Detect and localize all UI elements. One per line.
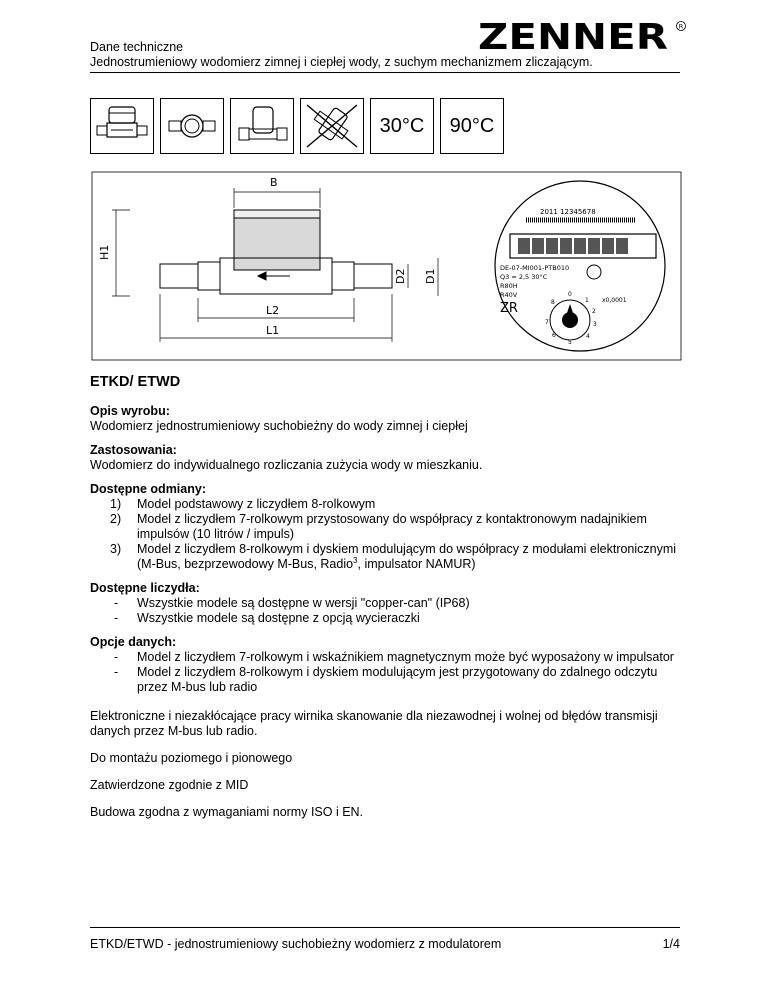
dim-label-b: B <box>270 176 278 189</box>
svg-text:ZR: ZR <box>500 301 518 316</box>
footer-divider <box>90 927 680 928</box>
zenner-logo <box>478 18 688 54</box>
product-description <box>90 404 690 832</box>
section-odmiany <box>90 482 690 572</box>
svg-text:2: 2 <box>592 308 596 315</box>
paragraph-iso: Budowa zgodna z wymaganiami normy ISO i EN. <box>90 805 364 819</box>
dim-label-h1: H1 <box>98 244 111 260</box>
dim-label-l2: L2 <box>266 304 280 317</box>
section-heading: Opis wyrobu: <box>90 404 170 418</box>
meter-side-icon <box>230 98 294 154</box>
variant-list <box>90 497 690 572</box>
options-list <box>90 650 690 695</box>
svg-text:7: 7 <box>545 319 549 326</box>
svg-text:1: 1 <box>585 297 589 304</box>
header-line-2: Jednostrumieniowy wodomierz zimnej i ciepłej wody, z suchym mechanizmem zliczającym. <box>90 55 593 69</box>
dim-label-d2: D2 <box>394 268 407 284</box>
paragraph-mid: Zatwierdzone zgodnie z MID <box>90 778 249 792</box>
list-item: - Wszystkie modele są dostępne w wersji "copper-can" (IP68) <box>114 596 470 610</box>
svg-text:R80H: R80H <box>500 282 518 290</box>
list-item: - Model z liczydłem 8-rolkowym i dyskiem modulującym jest przygotowany do zdalnego odczytu przez M-bus lub radio <box>114 665 658 694</box>
dim-label-l1: L1 <box>266 324 280 337</box>
meter-dial <box>495 181 665 351</box>
list-item: 3) Model z liczydłem 8-rolkowym i dyskiem modulującym do współpracy z modułami elektronicznymi (M-Bus, bezprzewodowy M-Bus, Radio$^3$, impulsator NAMUR) <box>110 542 677 571</box>
paragraph-mounting: Do montażu poziomego i pionowego <box>90 751 293 765</box>
temp-90-badge: 90°C <box>440 98 504 154</box>
temp-30-badge: 30°C <box>370 98 434 154</box>
section-text: Wodomierz jednostrumieniowy suchobieżny do wody zimnej i ciepłej <box>90 419 468 433</box>
svg-text:6: 6 <box>552 332 556 339</box>
svg-text:0: 0 <box>568 291 572 298</box>
list-item: 2) Model z liczydłem 7-rolkowym przystosowany do współpracy z kontaktronowym nadajnikiem impulsów (10 litrów / impuls) <box>110 512 647 541</box>
meter-vertical-crossed-icon <box>300 98 364 154</box>
paragraph-scanning: Elektroniczne i niezakłócające pracy wirnika skanowanie dla niezawodnej i wolnej od błędów transmisji danych przez M-bus lub radio. <box>90 709 658 738</box>
section-opcje <box>90 635 690 695</box>
list-item: - Model z liczydłem 7-rolkowym i wskaźnikiem magnetycznym może być wyposażony w impulsator <box>114 650 674 664</box>
meter-top-icon <box>160 98 224 154</box>
page-number: 1/4 <box>662 937 680 951</box>
counter-list <box>90 596 690 626</box>
section-heading: Dostępne odmiany: <box>90 482 206 496</box>
zenner-logo-text: ZENNER <box>478 18 668 54</box>
svg-text:5: 5 <box>568 339 572 346</box>
section-zastosowania <box>90 443 690 473</box>
section-text: Wodomierz do indywidualnego rozliczania zużycia wody w mieszkaniu. <box>90 458 483 472</box>
svg-text:8: 8 <box>551 299 555 306</box>
section-heading: Opcje danych: <box>90 635 177 649</box>
technical-drawing <box>90 170 683 362</box>
header-divider <box>90 72 680 73</box>
list-item: 1) Model podstawowy z liczydłem 8-rolkowym <box>110 497 376 511</box>
svg-text:R: R <box>678 22 684 31</box>
list-item: - Wszystkie modele są dostępne z opcją wycieraczki <box>114 611 420 625</box>
footer-title: ETKD/ETWD - jednostrumieniowy suchobieżny wodomierz z modulatorem <box>90 937 502 951</box>
header-line-1: Dane techniczne <box>90 40 184 54</box>
svg-text:4: 4 <box>586 333 590 340</box>
svg-text:Q3 = 2,5 30°C: Q3 = 2,5 30°C <box>500 273 548 281</box>
meter-front-icon <box>90 98 154 154</box>
svg-text:3: 3 <box>593 321 597 328</box>
svg-text:2011 12345678: 2011 12345678 <box>540 208 596 216</box>
dim-label-d1: D1 <box>424 268 437 284</box>
section-opis <box>90 404 690 434</box>
section-liczydla <box>90 581 690 626</box>
product-title: ETKD/ ETWD <box>90 374 181 390</box>
svg-text:x0,0001: x0,0001 <box>602 297 627 304</box>
svg-text:DE-07-MI001-PTB010: DE-07-MI001-PTB010 <box>500 264 570 272</box>
section-heading: Dostępne liczydła: <box>90 581 200 595</box>
section-heading: Zastosowania: <box>90 443 177 457</box>
svg-text:R40V: R40V <box>500 291 518 299</box>
